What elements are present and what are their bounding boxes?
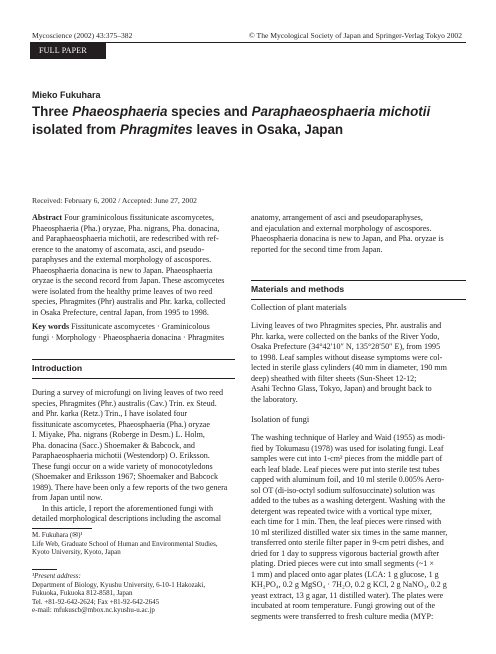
methods-top-rule xyxy=(251,280,466,281)
keywords: Key words Fissitunicate ascomycetes · Graminicolous fungi · Morphology · Phaeosphaeria donacina · Phragmites xyxy=(32,322,225,342)
subsection-isolation: Isolation of fungi xyxy=(251,415,310,424)
author-footnote: M. Fukuhara (✉)¹ Life Web, Graduate School of Human and Environmental Studies, Kyoto University, Kyoto, Japan xyxy=(32,531,218,557)
footnote-rule xyxy=(32,528,92,529)
introduction-bottom-rule xyxy=(32,378,235,379)
abstract: Abstract Four graminicolous fissitunicate ascomycetes, Phaeosphaeria (Pha.) oryzae, Pha. nigrans, Pha. donacina, and Paraphaeosphaeria michotii, are redescribed with ref- erence to the anatomy of ascomata, asci, and pseudo- paraphyses and the external morphology of ascospores. Phaeosphaeria donacina is new to Japan. Phaeosphaeria oryzae is the second record from Japan. These ascomycetes were isolated from the healthy prime leaves of two reed species, Phragmites (Phr) australis and Phr. karka, collected in Osaka Prefecture, central Japan, from 1995 to 1998. xyxy=(32,213,226,317)
present-address-rule xyxy=(32,569,57,570)
collection-body: Living leaves of two Phragmites species, Phr. australis and Phr. karka, were collected on the banks of the River Yodo, Osaka Prefecture (34°42′10″ N, 135°28′50″ E), from 1995 to 1998. Leaf samples without disease symptoms were col- lected in sterile glass cylinders (40 mm in diameter, 190 mm deep) sheathed with filter sheets (Sun-Sheet 12-12; Asahi Techno Glass, Tokyo, Japan) and brought back to the laboratory. xyxy=(251,321,447,404)
isolation-body: The washing technique of Harley and Waid (1955) as modi- fied by Tokumasu (1978) was used for isolating fungi. Leaf samples were cut into 1-cm² pieces from the middle part of each leaf blade. Leaf pieces were put into sterile test tubes capped with aluminum foil, and 10 ml sterile 0.005% Aero- sol OT (di-iso-octyl sodium sulfosuccinate) solution was added to the tubes as a washing detergent. Washing with the detergent was repeated twice with a vortical type mixer, each time for 1 min. Then, the leaf pieces were rinsed with 10 ml sterilized distilled water six times in the same manner, transferred onto sterile filter paper in 9-cm petri dishes, and dried for 1 day to suppress vigorous bacterial growth after plating. Dried pieces were cut into small segments (~1 × 1 mm) and placed onto agar plates (LCA: 1 g glucose, 1 g KH₂PO₄, 0.2 g MgSO₄ · 7H₂O, 0.2 g KCl, 2 g NaNO₃, 0.2 g yeast extract, 13 g agar, 11 distilled water). The plates were incubated at room temperature. Fungi growing out of the segments were transferred to fresh culture media (MYP: xyxy=(251,433,448,621)
journal-citation: Mycoscience (2002) 43:375–382 xyxy=(32,31,133,40)
present-address: ¹Present address: Department of Biology, Kyushu University, 6-10-1 Hakozaki, Fukuoka, Fukuoka 812-8581, Japan Tel. +81-92-642-2624; Fax +81-92-642-2645 e-mail: mfukuscb@mbox.nc.kyushu-u.ac.jp xyxy=(32,572,206,615)
keywords-label: Key words xyxy=(32,322,70,331)
introduction-heading: Introduction xyxy=(32,363,83,373)
article-type-banner: FULL PAPER xyxy=(30,43,106,59)
introduction-body: During a survey of microfungi on living leaves of two reed species, Phragmites (Phr.) australis (Cav.) Trin. ex Steud. and Phr. karka (Retz.) Trin., I have isolated four fissitunicate ascomycetes, Phaeosphaeria (Pha.) oryzae I. Miyake, Pha. nigrans (Roberge in Desm.) L. Holm, Pha. donacina (Sacc.) Shoemaker & Babcock, and Paraphaeosphaeria michotii (Westendorp) O. Eriksson. These fungi occur on a wide variety of monocotyledons (Shoemaker and Eriksson 1967; Shoemaker and Babcock 1989). There have been only a few reports of the two genera from Japan until now. In this article, I report the aforementioned fungi with detailed morphological descriptions including the ascomal xyxy=(32,388,228,523)
received-accepted-dates: Received: February 6, 2002 / Accepted: June 27, 2002 xyxy=(32,196,197,205)
introduction-top-rule xyxy=(32,359,235,360)
abstract-label: Abstract xyxy=(32,213,63,222)
abstract-continued: anatomy, arrangement of asci and pseudoparaphyses, and ejaculation and external morphology of ascospores. Phaeosphaeria donacina is new to Japan, and Pha. oryzae is reported for the second time from Japan. xyxy=(251,213,444,254)
copyright-notice: © The Mycological Society of Japan and Springer-Verlag Tokyo 2002 xyxy=(249,31,462,40)
methods-bottom-rule xyxy=(251,299,466,300)
author-name: Mieko Fukuhara xyxy=(32,90,101,100)
subsection-collection: Collection of plant materials xyxy=(251,303,347,312)
article-title: Three Phaeosphaeria species and Paraphaeosphaeria michotii isolated from Phragmites leaves in Osaka, Japan xyxy=(32,104,431,137)
methods-heading: Materials and methods xyxy=(251,284,345,294)
